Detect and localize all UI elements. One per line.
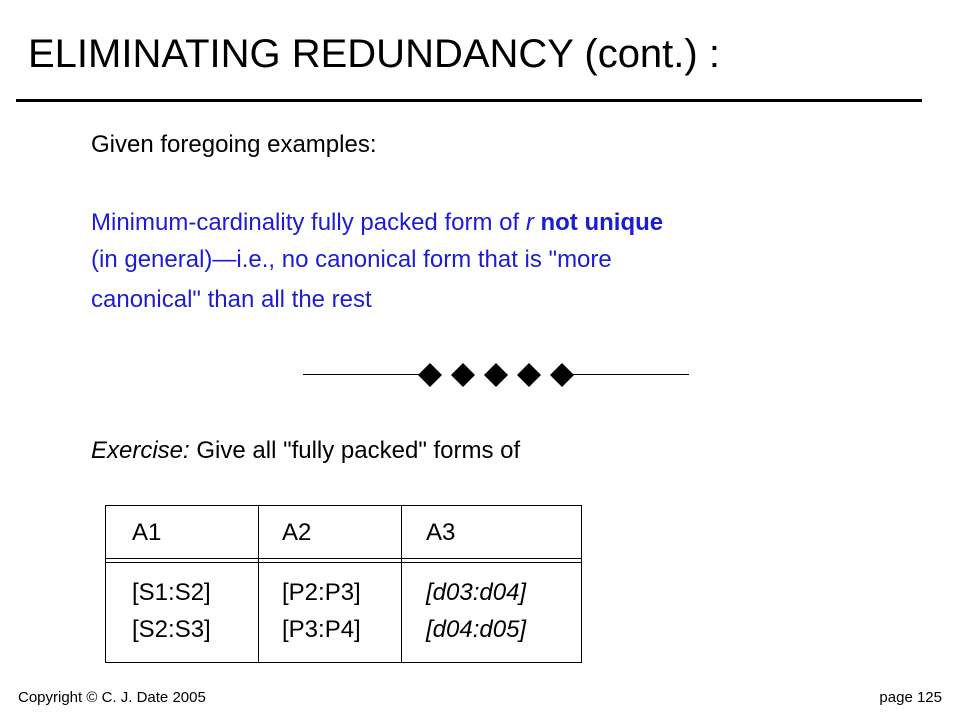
diamond-icon: [451, 363, 475, 387]
exercise-text: Give all "fully packed" forms of: [189, 437, 521, 464]
copyright-footer: Copyright © C. J. Date 2005: [18, 689, 206, 706]
slide-title: ELIMINATING REDUNDANCY (cont.) :: [28, 32, 720, 76]
header-a3: A3: [426, 519, 456, 546]
table-cell: [d03:d04]: [426, 579, 527, 606]
exercise-line: [91, 434, 520, 468]
separator-line-left: [303, 374, 421, 375]
diamond-icon: [517, 363, 541, 387]
diamond-icon: [550, 363, 574, 387]
diamond-icon: [418, 363, 442, 387]
intro-text: Given foregoing examples:: [91, 131, 377, 158]
header-a1: A1: [132, 519, 162, 546]
table-cell: [d04:d05]: [426, 616, 527, 643]
exercise-label: Exercise:: [91, 437, 190, 464]
table-cell: [S1:S2]: [132, 579, 211, 606]
column-divider: [258, 506, 259, 662]
separator-diamonds: [417, 362, 577, 388]
statement-line-2: (in general)—i.e., no canonical form that is "more: [91, 246, 612, 273]
table-cell: [P3:P4]: [282, 616, 361, 643]
column-divider: [401, 506, 402, 662]
page-number: page 125: [879, 689, 942, 706]
not-unique-emphasis: not unique: [540, 209, 664, 236]
header-divider: [106, 562, 581, 563]
diamond-icon: [484, 363, 508, 387]
relation-table: [105, 505, 582, 663]
relvar-r: r: [525, 209, 534, 236]
separator-line-right: [573, 374, 689, 375]
statement-line-1: [91, 206, 663, 240]
title-underline: [16, 99, 922, 102]
table-cell: [P2:P3]: [282, 579, 361, 606]
table-cell: [S2:S3]: [132, 616, 211, 643]
header-divider: [106, 558, 581, 559]
header-a2: A2: [282, 519, 312, 546]
statement-line-3: canonical" than all the rest: [91, 286, 372, 313]
statement-line-1-prefix: Minimum-cardinality fully packed form of: [91, 209, 526, 236]
